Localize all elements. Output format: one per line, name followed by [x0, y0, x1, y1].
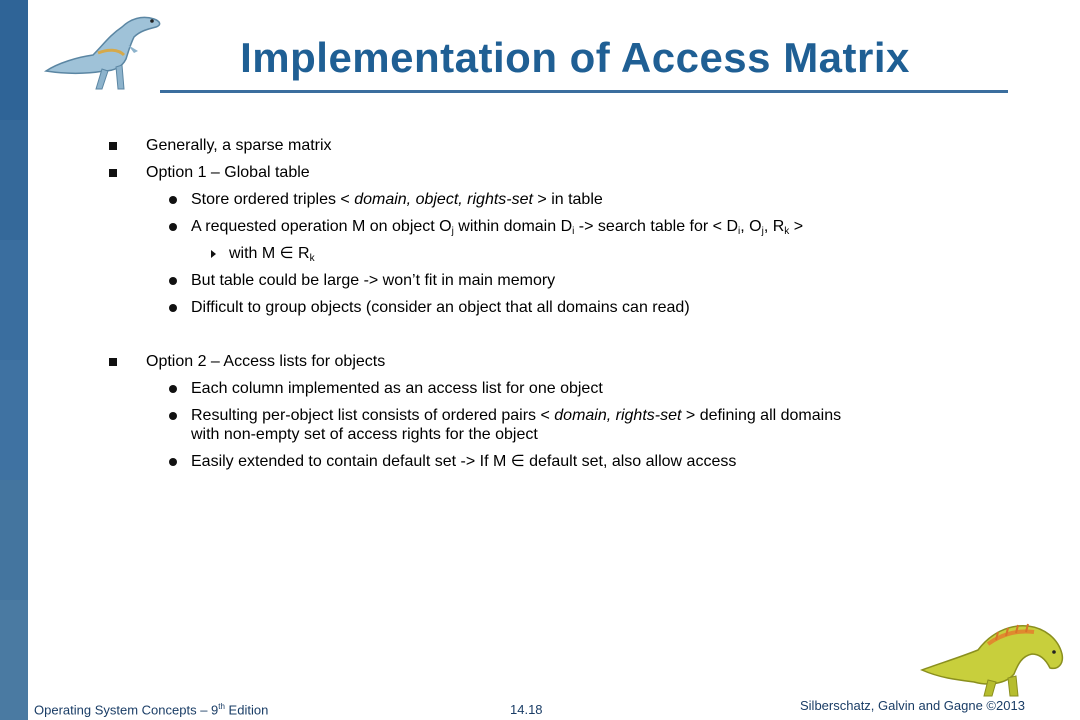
round-bullet — [169, 277, 177, 285]
sidebar-band — [0, 240, 28, 360]
bullet-text: Easily extended to contain default set -> If M ∈ default set, also allow access — [191, 453, 737, 470]
sidebar-band — [0, 120, 28, 240]
slide-title: Implementation of Access Matrix — [240, 34, 910, 81]
subscript: j — [761, 226, 764, 237]
bullet-text-italic: domain, object, rights-set — [354, 191, 533, 208]
title-underline — [160, 90, 1008, 93]
dinosaur-top-illustration — [38, 5, 166, 93]
subscript: i — [738, 226, 741, 237]
sidebar-band — [0, 600, 28, 720]
bullet-text-part: > defining all domains — [681, 407, 842, 424]
subscript: i — [572, 226, 575, 237]
round-bullet — [169, 223, 177, 231]
square-bullet — [109, 142, 117, 150]
subscript: k — [309, 253, 315, 264]
bullet-text: Each column implemented as an access list for one object — [191, 380, 603, 397]
bullet-text: Option 2 – Access lists for objects — [146, 353, 386, 370]
bullet-text-part: A requested operation M on object O — [191, 218, 452, 235]
dinosaur-bottom-illustration — [918, 598, 1068, 698]
sidebar-band — [0, 360, 28, 480]
sidebar-band — [0, 480, 28, 600]
bullet-text-continuation: with non-empty set of access rights for the object — [191, 426, 538, 443]
footer-page-number: 14.18 — [510, 702, 543, 717]
footer-text-part: Operating System Concepts – 9 — [34, 702, 219, 718]
bullet-text: Option 1 – Global table — [146, 164, 310, 181]
round-bullet — [169, 304, 177, 312]
sidebar-band — [0, 0, 28, 120]
superscript: th — [218, 702, 225, 711]
bullet-text: But table could be large -> won’t fit in main memory — [191, 272, 556, 289]
square-bullet — [109, 169, 117, 177]
bullet-text — [229, 244, 315, 268]
bullet-text-part: -> search table for < D — [574, 218, 738, 235]
square-bullet — [109, 358, 117, 366]
subscript: j — [451, 226, 454, 237]
bullet-text-part: , O — [740, 218, 762, 235]
round-bullet — [169, 412, 177, 420]
round-bullet — [169, 458, 177, 466]
bullet-text-part: , R — [763, 218, 785, 235]
footer-book-title — [34, 702, 268, 717]
footer-authors: Silberschatz, Galvin and Gagne ©2013 — [800, 698, 1025, 713]
bullet-text: Difficult to group objects (consider an object that all domains can read) — [191, 299, 690, 316]
footer-text-part: Edition — [224, 702, 269, 718]
round-bullet — [169, 385, 177, 393]
arrow-bullet-icon — [211, 250, 216, 258]
bullet-text-italic: domain, rights-set — [554, 407, 682, 424]
left-sidebar-bar — [0, 0, 28, 720]
round-bullet — [169, 196, 177, 204]
bullet-text-part: Store ordered triples < — [191, 191, 355, 208]
subscript: k — [784, 226, 790, 237]
bullet-text — [191, 406, 841, 425]
bullet-text — [191, 217, 803, 241]
bullet-text-part: with M ∈ R — [229, 245, 310, 262]
bullet-text-part: > — [789, 218, 804, 235]
bullet-text-part: Resulting per-object list consists of ordered pairs < — [191, 407, 555, 424]
bullet-text: Generally, a sparse matrix — [146, 137, 332, 154]
bullet-text — [191, 190, 603, 209]
bullet-text-part: within domain D — [453, 218, 573, 235]
bullet-text-part: > in table — [532, 191, 603, 208]
